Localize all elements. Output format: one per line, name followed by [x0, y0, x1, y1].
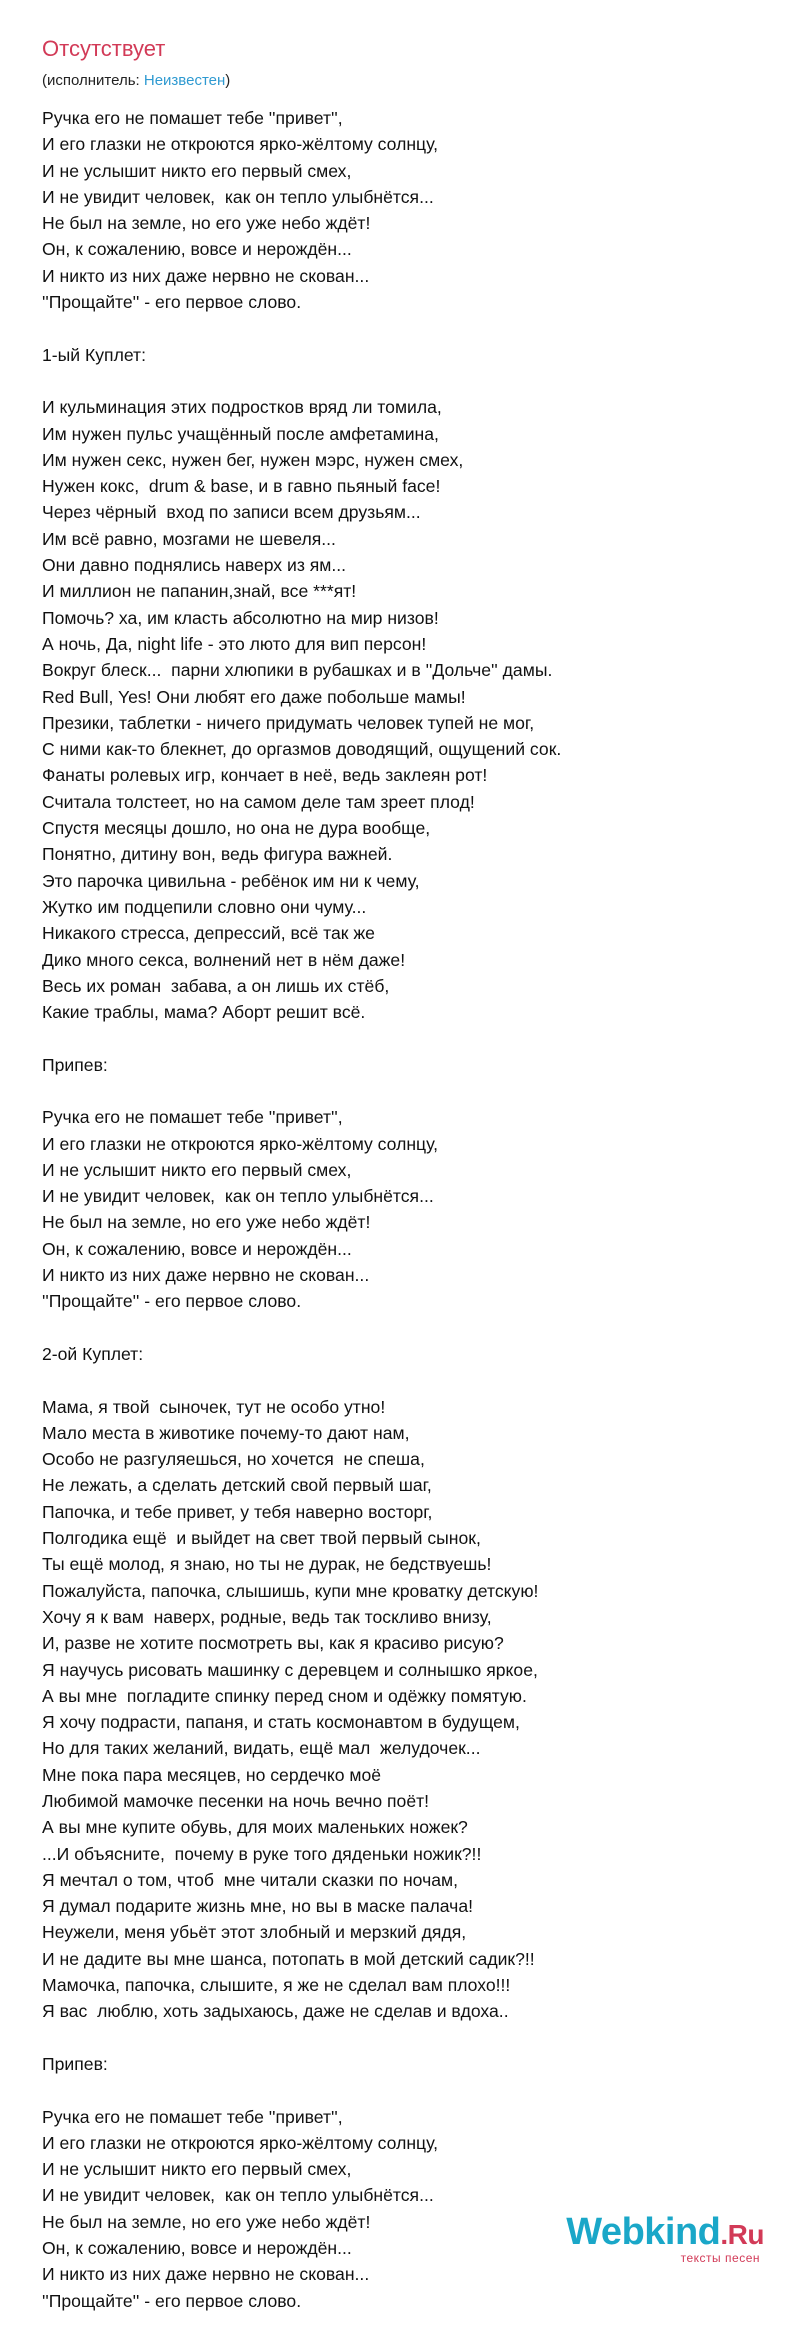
lyric-line: Я хочу подрасти, папаня, и стать космонавтом в будущем, [42, 1712, 520, 1733]
lyric-line: А вы мне погладите спинку перед сном и одёжку помятую. [42, 1685, 527, 1706]
lyric-line: И его глазки не откроются ярко-жёлтому солнцу, [42, 1133, 439, 1154]
lyric-line: Какие траблы, мама? Аборт решит всё. [42, 1002, 366, 1023]
lyric-line: Презики, таблетки - ничего придумать человек тупей не мог, [42, 712, 535, 733]
lyric-line: Не был на земле, но его уже небо ждёт! [42, 213, 371, 234]
lyric-line: Припев: [42, 2053, 108, 2074]
lyric-line: ''Прощайте'' - его первое слово. [42, 2290, 302, 2311]
lyrics-body [42, 105, 782, 2314]
lyric-line: Особо не разгуляешься, но хочется не спеша, [42, 1449, 425, 1470]
artist-prefix: (исполнитель: [42, 72, 144, 89]
lyric-line: И не услышит никто его первый смех, [42, 2159, 352, 2180]
lyric-line: И не увидит человек, как он тепло улыбнётся... [42, 186, 434, 207]
lyric-line: Им нужен пульс учащённый после амфетамина, [42, 423, 439, 444]
lyric-line: И никто из них даже нервно не скован... [42, 2264, 370, 2285]
site-logo[interactable] [566, 2212, 764, 2265]
lyric-line: И никто из них даже нервно не скован... [42, 265, 370, 286]
lyric-line: Припев: [42, 1054, 108, 1075]
lyric-line: Мало места в животике почему-то дают нам, [42, 1422, 410, 1443]
lyric-line: И, разве не хотите посмотреть вы, как я красиво рисую? [42, 1633, 504, 1654]
lyric-line: 1-ый Куплет: [42, 344, 146, 365]
lyric-line: Весь их роман забава, а он лишь их стёб, [42, 975, 390, 996]
lyric-line: А ночь, Да, night life - это люто для вип персон! [42, 633, 427, 654]
lyric-line: Не лежать, а сделать детский свой первый шаг, [42, 1475, 432, 1496]
lyric-line: Понятно, дитину вон, ведь фигура важней. [42, 844, 393, 865]
lyric-line: Он, к сожалению, вовсе и нерождён... [42, 239, 352, 260]
lyric-line: Фанаты ролевых игр, кончает в неё, ведь заклеян рот! [42, 765, 488, 786]
lyric-line: Дико много секса, волнений нет в нём даже! [42, 949, 406, 970]
artist-line [42, 72, 230, 89]
lyric-line: Ручка его не помашет тебе ''привет'', [42, 2106, 343, 2127]
lyric-line: И его глазки не откроются ярко-жёлтому солнцу, [42, 2132, 439, 2153]
lyric-line: Им всё равно, мозгами не шевеля... [42, 528, 336, 549]
lyric-line [42, 2025, 782, 2051]
artist-link[interactable]: Неизвестен [143, 72, 226, 89]
lyric-line: Они давно поднялись наверх из ям... [42, 555, 347, 576]
lyric-line [42, 1025, 782, 1051]
lyric-line: Спустя месяцы дошло, но она не дура вообще, [42, 818, 431, 839]
lyric-line: А вы мне купите обувь, для моих маленьких ножек? [42, 1817, 468, 1838]
lyric-line: И миллион не папанин,знай, все ***ят! [42, 581, 357, 602]
lyric-line: И не увидит человек, как он тепло улыбнётся... [42, 2185, 434, 2206]
logo-tagline: тексты песен [680, 2251, 760, 2265]
lyric-line: ''Прощайте'' - его первое слово. [42, 1291, 302, 1312]
lyric-line: Я мечтал о том, чтоб мне читали сказки по ночам, [42, 1869, 459, 1890]
lyric-line [42, 1367, 782, 1393]
lyric-line: И не услышит никто его первый смех, [42, 1159, 352, 1180]
lyric-line: Я думал подарите жизнь мне, но вы в маске палача! [42, 1896, 473, 1917]
lyric-line [42, 1315, 782, 1341]
lyric-line: Мамочка, папочка, слышите, я же не сделал вам плохо!!! [42, 1975, 511, 1996]
lyric-line: 2-ой Куплет: [42, 1343, 144, 1364]
lyric-line: Я научусь рисовать машинку с деревцем и солнышко яркое, [42, 1659, 538, 1680]
lyric-line [42, 1078, 782, 1104]
lyric-line: Не был на земле, но его уже небо ждёт! [42, 1212, 371, 1233]
song-title: Отсутствует [42, 36, 166, 61]
lyric-line: И его глазки не откроются ярко-жёлтому солнцу, [42, 134, 439, 155]
lyric-line [42, 2077, 782, 2103]
lyric-line: И никто из них даже нервно не скован... [42, 1265, 370, 1286]
lyric-line: Ручка его не помашет тебе ''привет'', [42, 1107, 343, 1128]
lyric-line: Папочка, и тебе привет, у тебя наверно восторг, [42, 1501, 433, 1522]
lyric-line: Он, к сожалению, вовсе и нерождён... [42, 2238, 352, 2259]
lyric-line: И не дадите вы мне шанса, потопать в мой детский садик?!! [42, 1948, 535, 1969]
lyric-line [42, 315, 782, 341]
lyric-line: Считала толстеет, но на самом деле там зреет плод! [42, 791, 475, 812]
lyric-line: Это парочка цивильна - ребёнок им ни к чему, [42, 870, 420, 891]
lyric-line: Полгодика ещё и выйдет на свет твой первый сынок, [42, 1528, 481, 1549]
lyric-line: Ты ещё молод, я знаю, но ты не дурак, не бедствуешь! [42, 1554, 492, 1575]
lyric-line: Но для таких желаний, видать, ещё мал желудочек... [42, 1738, 481, 1759]
logo-wordmark [566, 2212, 764, 2255]
lyric-line: Неужели, меня убьёт этот злобный и мерзкий дядя, [42, 1922, 467, 1943]
lyric-line: Пожалуйста, папочка, слышишь, купи мне кроватку детскую! [42, 1580, 539, 1601]
lyric-line: Помочь? ха, им класть абсолютно на мир низов! [42, 607, 439, 628]
lyric-line: Нужен кокс, drum & base, и в гавно пьяный face! [42, 476, 441, 497]
lyric-line: И не услышит никто его первый смех, [42, 160, 352, 181]
lyric-line: Не был на земле, но его уже небо ждёт! [42, 2211, 371, 2232]
lyric-line: С ними как-то блекнет, до оргазмов доводящий, ощущений сок. [42, 739, 562, 760]
lyric-line: ...И объясните, почему в руке того дяденьки ножик?!! [42, 1843, 482, 1864]
lyric-line: Я вас люблю, хоть задыхаюсь, даже не сделав и вдоха.. [42, 2001, 509, 2022]
logo-main-text: Webkind [566, 2211, 721, 2253]
lyric-line: Red Bull, Yes! Они любят его даже побольше мамы! [42, 686, 466, 707]
lyric-line: Мне пока пара месяцев, но сердечко моё [42, 1764, 382, 1785]
lyric-line: Вокруг блеск... парни хлюпики в рубашках и в ''Дольче'' дамы. [42, 660, 553, 681]
lyric-line: Ручка его не помашет тебе ''привет'', [42, 108, 343, 128]
artist-suffix: ) [225, 72, 231, 89]
lyric-line: И кульминация этих подростков вряд ли томила, [42, 397, 442, 418]
lyric-line: Никакого стресса, депрессий, всё так же [42, 923, 375, 944]
lyric-line: Любимой мамочке песенки на ночь вечно поёт! [42, 1791, 430, 1811]
lyric-line: Жутко им подцепили словно они чуму... [42, 896, 367, 917]
lyric-line: Он, к сожалению, вовсе и нерождён... [42, 1238, 352, 1259]
logo-suffix-text: .Ru [720, 2219, 764, 2250]
lyric-line: Через чёрный вход по записи всем друзьям... [42, 502, 421, 523]
lyric-line: Им нужен секс, нужен бег, нужен мэрс, нужен смех, [42, 449, 464, 470]
lyric-line: И не увидит человек, как он тепло улыбнётся... [42, 1186, 434, 1207]
lyric-line: Мама, я твой сыночек, тут не особо утно! [42, 1396, 386, 1417]
lyric-line: ''Прощайте'' - его первое слово. [42, 292, 302, 313]
lyric-line: Хочу я к вам наверх, родные, ведь так тоскливо внизу, [42, 1606, 492, 1627]
lyric-line [42, 368, 782, 394]
